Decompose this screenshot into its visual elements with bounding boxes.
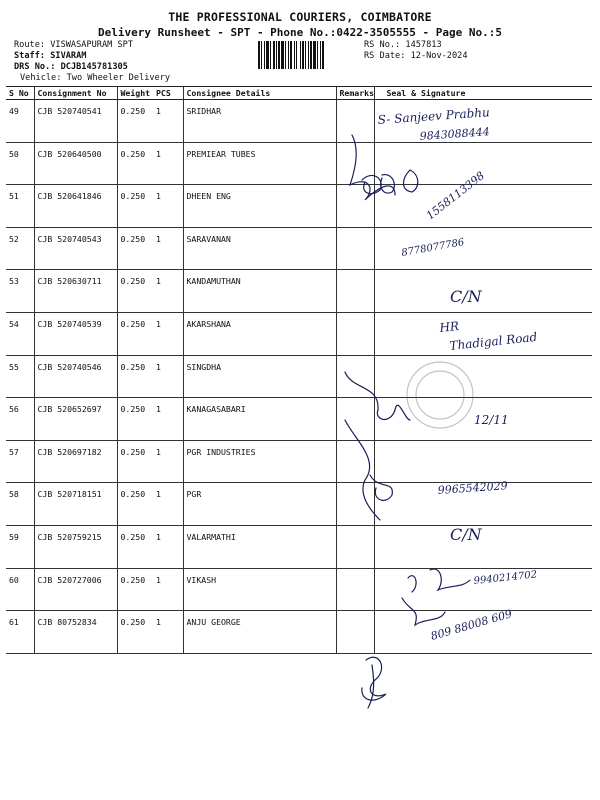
cell-remarks: [336, 270, 374, 313]
cell-consignee: PGR INDUSTRIES: [183, 440, 336, 483]
cell-pcs: 1: [153, 568, 183, 611]
cell-seal: [374, 355, 592, 398]
cell-pcs: 1: [153, 142, 183, 185]
cell-consignee: PREMIEAR TUBES: [183, 142, 336, 185]
cell-consignment-no: CJB 520718151: [34, 483, 117, 526]
cell-remarks: [336, 568, 374, 611]
cell-weight: 0.250: [117, 398, 153, 441]
cell-remarks: [336, 525, 374, 568]
rs-no-line: [364, 40, 442, 51]
table-row: [6, 525, 592, 568]
cell-sno: 58: [6, 483, 34, 526]
rs-no-label: RS No.:: [364, 40, 401, 50]
staff-line: [14, 51, 86, 62]
cell-sno: 54: [6, 312, 34, 355]
cell-pcs: 1: [153, 312, 183, 355]
cell-seal: [374, 312, 592, 355]
cell-consignee: KANAGASABARI: [183, 398, 336, 441]
table-row: [6, 568, 592, 611]
cell-seal: [374, 142, 592, 185]
cell-consignment-no: CJB 520652697: [34, 398, 117, 441]
header-weight: Weight: [117, 87, 153, 100]
cell-consignee: PGR: [183, 483, 336, 526]
cell-remarks: [336, 227, 374, 270]
handwritten-date: 12/11: [474, 413, 509, 427]
rs-date-value: 12-Nov-2024: [410, 51, 468, 61]
table-row: [6, 227, 592, 270]
barcode: [258, 41, 358, 69]
drs-value: DCJB145781305: [60, 62, 128, 72]
cell-seal: [374, 483, 592, 526]
cell-weight: 0.250: [117, 525, 153, 568]
route-value: VISWASAPURAM SPT: [50, 40, 134, 50]
cell-sno: 50: [6, 142, 34, 185]
vehicle-label: Vehicle:: [20, 73, 62, 83]
cell-sno: 56: [6, 398, 34, 441]
handwritten-phone: 8778077786: [400, 237, 466, 259]
cell-weight: 0.250: [117, 611, 153, 654]
cell-sno: 53: [6, 270, 34, 313]
barcode-bar: [324, 41, 325, 69]
page-title: THE PROFESSIONAL COURIERS, COIMBATORE: [168, 10, 432, 24]
header-remarks: Remarks: [336, 87, 374, 100]
cell-sno: 52: [6, 227, 34, 270]
cell-consignment-no: CJB 520740541: [34, 100, 117, 143]
table-row: [6, 611, 592, 654]
table-row: [6, 312, 592, 355]
cell-pcs: 1: [153, 355, 183, 398]
handwritten-remark: C/N: [450, 525, 482, 544]
route-line: [14, 40, 133, 51]
table-row: [6, 398, 592, 441]
cell-remarks: [336, 483, 374, 526]
cell-weight: 0.250: [117, 312, 153, 355]
cell-pcs: 1: [153, 185, 183, 228]
cell-pcs: 1: [153, 398, 183, 441]
rs-no-value: 1457813: [405, 40, 442, 50]
cell-pcs: 1: [153, 100, 183, 143]
cell-consignment-no: CJB 520697182: [34, 440, 117, 483]
cell-remarks: [336, 440, 374, 483]
cell-pcs: 1: [153, 525, 183, 568]
handwritten-phone: 9940214702: [473, 569, 538, 587]
cell-remarks: [336, 355, 374, 398]
handwritten-address: Thadigal Road: [448, 329, 538, 353]
cell-consignee: AKARSHANA: [183, 312, 336, 355]
table-row: [6, 100, 592, 143]
cell-pcs: 1: [153, 483, 183, 526]
cell-consignment-no: CJB 520740539: [34, 312, 117, 355]
header-pcs: PCS: [153, 87, 183, 100]
cell-weight: 0.250: [117, 270, 153, 313]
cell-consignment-no: CJB 520740543: [34, 227, 117, 270]
table-row: [6, 440, 592, 483]
cell-sno: 55: [6, 355, 34, 398]
handwritten-name: S- Sanjeev Prabhu: [377, 105, 491, 127]
cell-seal: [374, 611, 592, 654]
table-row: [6, 185, 592, 228]
cell-weight: 0.250: [117, 185, 153, 228]
handwritten-remark: C/N: [450, 287, 482, 306]
header-seal-signature: Seal & Signature: [374, 87, 592, 100]
cell-sno: 59: [6, 525, 34, 568]
runsheet-table: [6, 86, 592, 654]
cell-weight: 0.250: [117, 440, 153, 483]
cell-consignment-no: CJB 80752834: [34, 611, 117, 654]
cell-remarks: [336, 312, 374, 355]
table-row: [6, 355, 592, 398]
cell-sno: 51: [6, 185, 34, 228]
signature-scribble: [368, 665, 374, 708]
drs-label: DRS No.:: [14, 62, 56, 72]
cell-pcs: 1: [153, 440, 183, 483]
cell-seal: [374, 185, 592, 228]
cell-weight: 0.250: [117, 568, 153, 611]
route-label: Route:: [14, 40, 46, 50]
cell-sno: 49: [6, 100, 34, 143]
vehicle-value: Two Wheeler Delivery: [66, 73, 171, 83]
handwritten-phone: 809 88008 609: [429, 607, 514, 643]
header-consignment-no: Consignment No: [34, 87, 117, 100]
table-row: [6, 483, 592, 526]
rs-date-label: RS Date:: [364, 51, 406, 61]
cell-pcs: 1: [153, 227, 183, 270]
header-consignee-details: Consignee Details: [183, 87, 336, 100]
cell-remarks: [336, 100, 374, 143]
cell-consignee: DHEEN ENG: [183, 185, 336, 228]
cell-seal: [374, 398, 592, 441]
handwritten-remark: HR: [438, 319, 460, 335]
table-row: [6, 270, 592, 313]
cell-consignment-no: CJB 520640500: [34, 142, 117, 185]
vehicle-line: [20, 73, 170, 84]
cell-remarks: [336, 398, 374, 441]
drs-line: [14, 62, 128, 73]
staff-value: SIVARAM: [50, 51, 87, 61]
cell-sno: 57: [6, 440, 34, 483]
cell-weight: 0.250: [117, 142, 153, 185]
header-sno: S No: [6, 87, 34, 100]
table-header-row: [6, 87, 592, 100]
handwritten-phone: 9843088444: [419, 125, 491, 143]
cell-consignment-no: CJB 520740546: [34, 355, 117, 398]
cell-weight: 0.250: [117, 355, 153, 398]
cell-seal: [374, 440, 592, 483]
cell-weight: 0.250: [117, 100, 153, 143]
cell-sno: 61: [6, 611, 34, 654]
page-subtitle: Delivery Runsheet - SPT - Phone No.:0422-3505555 - Page No.:5: [98, 26, 502, 39]
cell-seal: [374, 525, 592, 568]
rs-date-line: [364, 51, 468, 62]
cell-consignment-no: CJB 520630711: [34, 270, 117, 313]
cell-consignee: KANDAMUTHAN: [183, 270, 336, 313]
cell-seal: [374, 100, 592, 143]
cell-seal: [374, 568, 592, 611]
cell-consignment-no: CJB 520727006: [34, 568, 117, 611]
cell-seal: [374, 270, 592, 313]
staff-label: Staff:: [14, 51, 46, 61]
cell-sno: 60: [6, 568, 34, 611]
cell-remarks: [336, 611, 374, 654]
cell-pcs: 1: [153, 611, 183, 654]
signature-scribble: [362, 657, 386, 700]
cell-pcs: 1: [153, 270, 183, 313]
cell-consignee: SRIDHAR: [183, 100, 336, 143]
cell-consignment-no: CJB 520759215: [34, 525, 117, 568]
cell-consignment-no: CJB 520641846: [34, 185, 117, 228]
cell-weight: 0.250: [117, 227, 153, 270]
cell-consignee: ANJU GEORGE: [183, 611, 336, 654]
cell-consignee: VIKASH: [183, 568, 336, 611]
cell-seal: [374, 227, 592, 270]
cell-remarks: [336, 142, 374, 185]
handwritten-phone: 1558113398: [423, 169, 488, 223]
cell-consignee: SINGDHA: [183, 355, 336, 398]
cell-consignee: VALARMATHI: [183, 525, 336, 568]
table-row: [6, 142, 592, 185]
cell-weight: 0.250: [117, 483, 153, 526]
cell-remarks: [336, 185, 374, 228]
cell-consignee: SARAVANAN: [183, 227, 336, 270]
handwritten-phone: 9965542029: [437, 479, 509, 497]
